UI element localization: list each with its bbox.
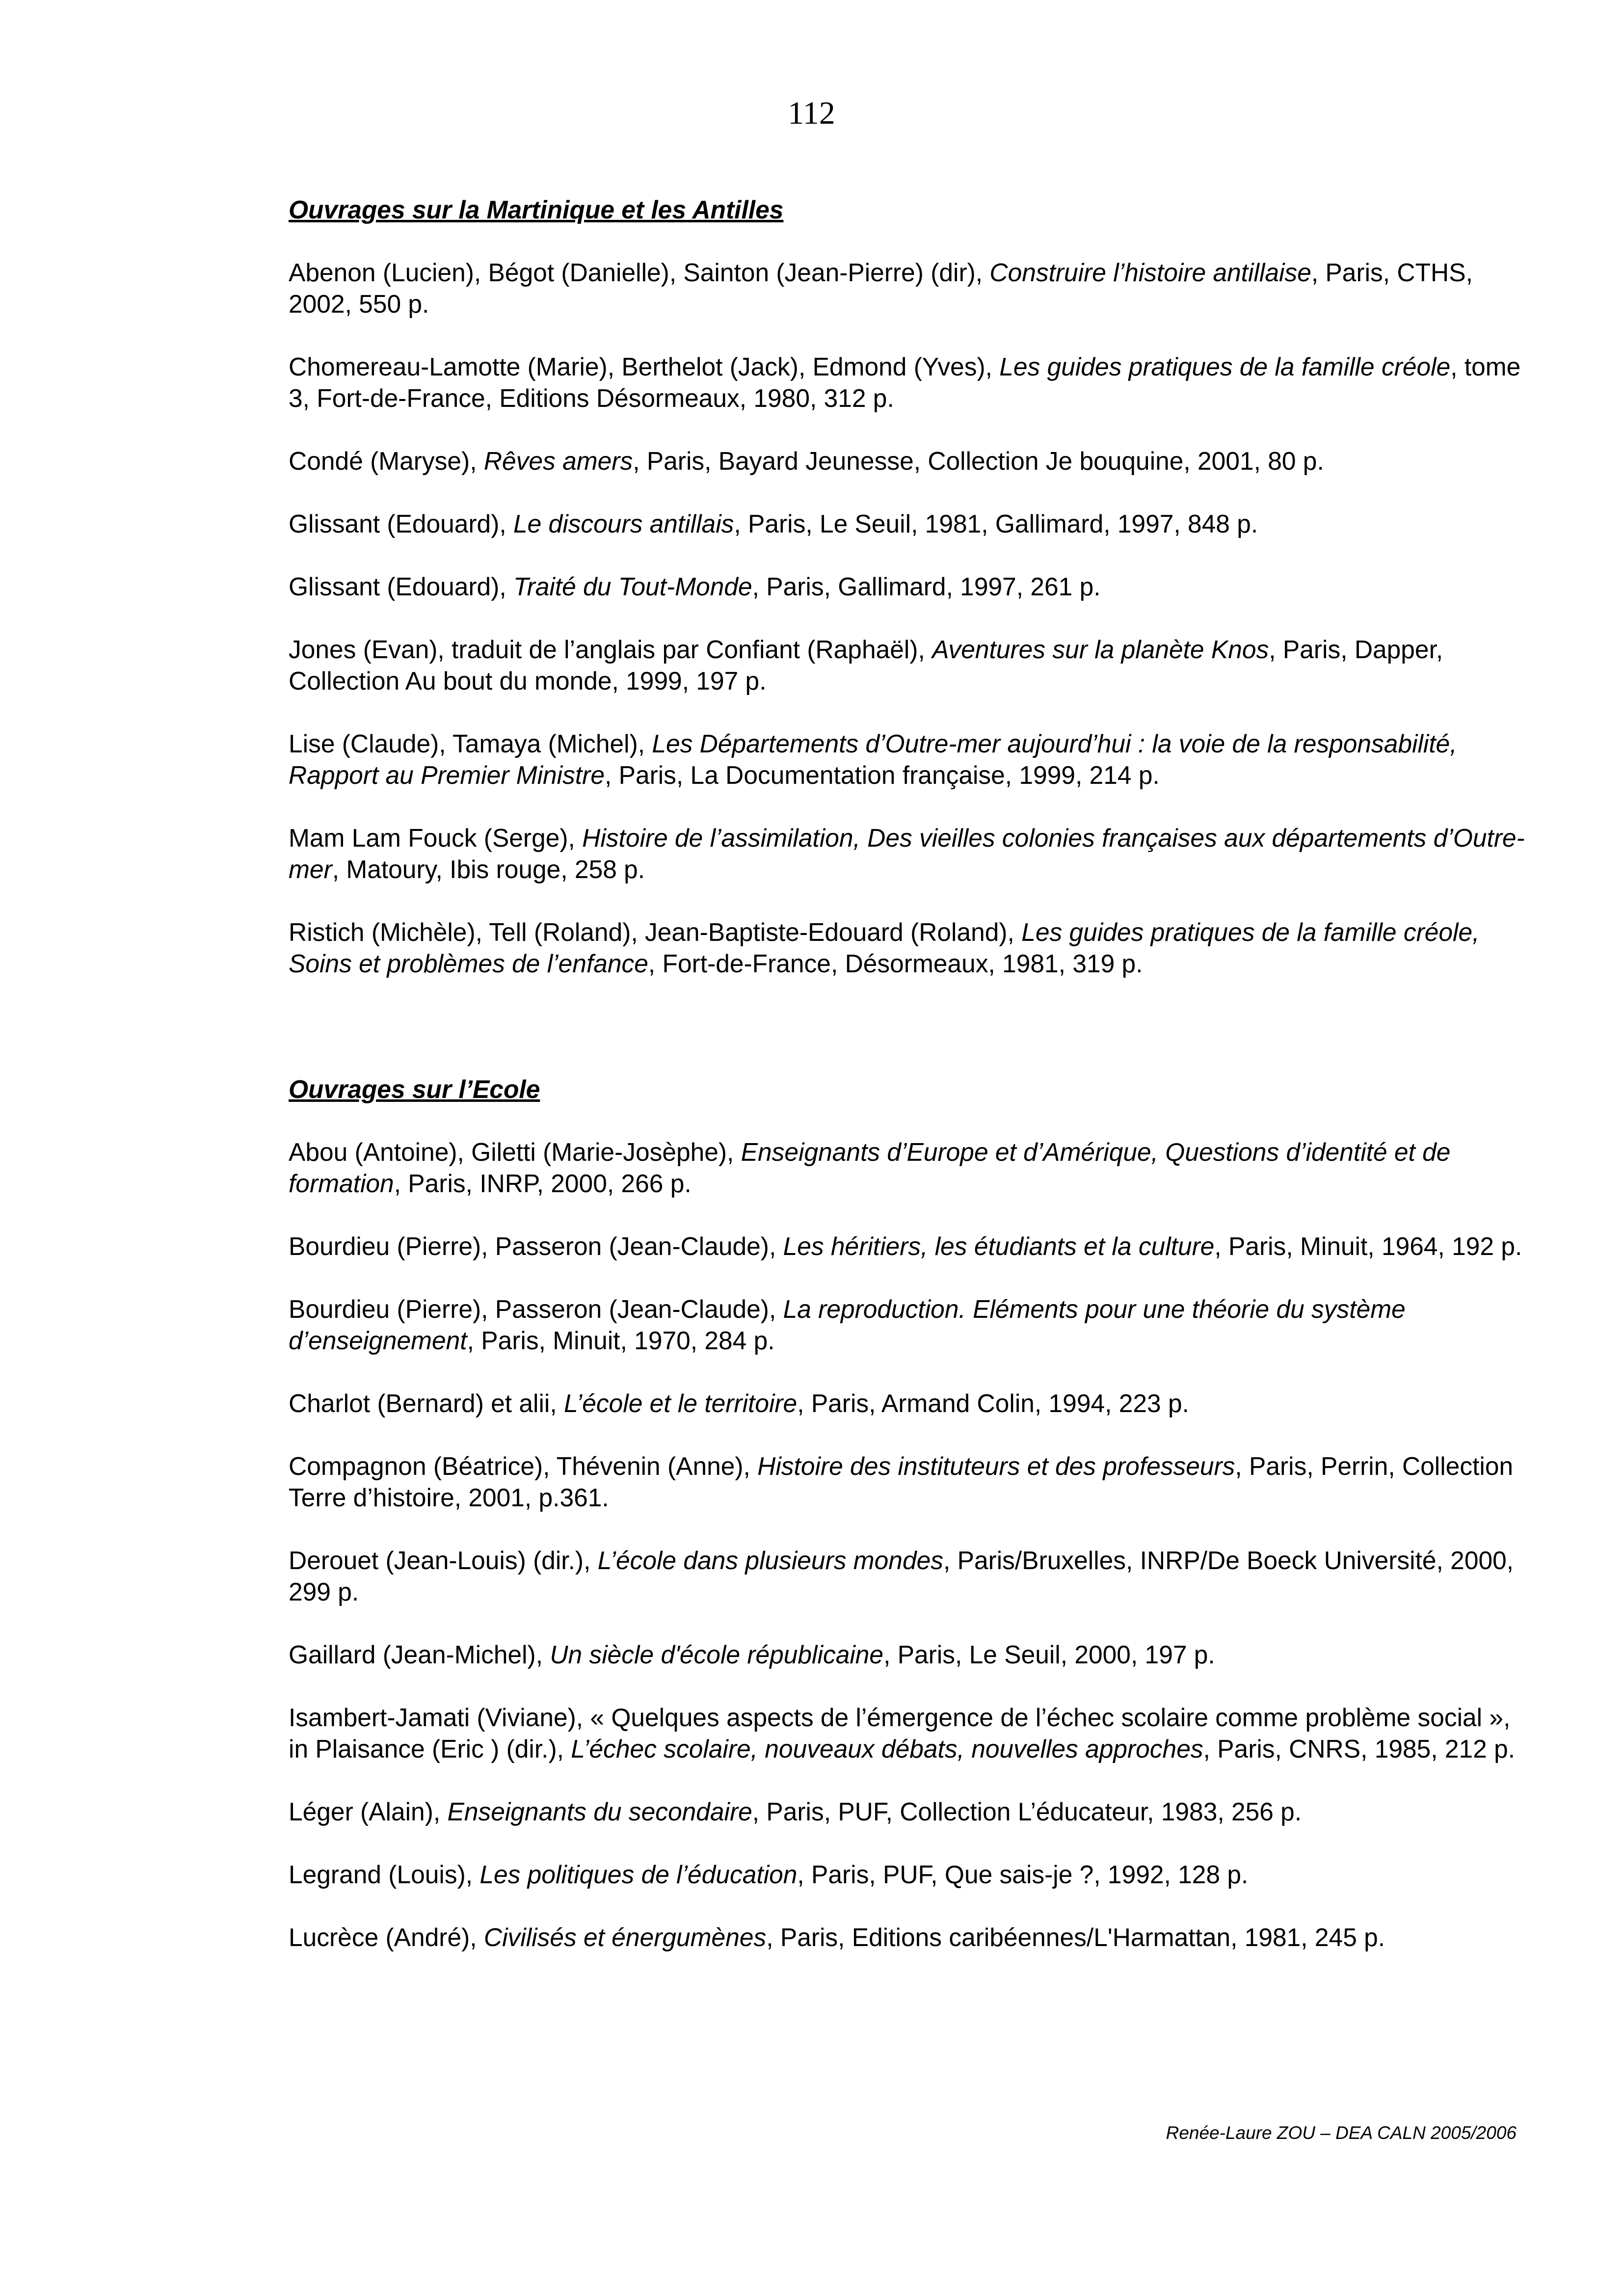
entry-publication: , Paris, CNRS, 1985, 212 p. [1203,1735,1516,1763]
entry-authors: Léger (Alain), [289,1797,448,1826]
entry-title: Traité du Tout-Monde [513,572,752,601]
bibliography-entry [289,257,1525,320]
entry-title: Enseignants du secondaire [447,1797,752,1826]
entry-title: La reproduction. Eléments pour une théorie du système d’enseignement [289,1295,1406,1355]
entry-title: Le discours antillais [513,509,734,538]
bibliography-entry [289,1230,1525,1262]
entry-title: L’échec scolaire, nouveaux débats, nouvelles approches [571,1735,1203,1763]
entry-title: Civilisés et énergumènes [483,1923,767,1951]
section-martinique [289,194,1525,979]
entry-title: Aventures sur la planète Knos [932,635,1269,664]
entry-title: Les guides pratiques de la famille créole [999,352,1451,381]
entry-title: L’école dans plusieurs mondes [597,1546,943,1575]
entry-title: Les héritiers, les étudiants et la culture [783,1232,1215,1260]
entry-list [289,257,1525,979]
entry-authors: Compagnon (Béatrice), Thévenin (Anne), [289,1452,758,1480]
entry-authors: Abenon (Lucien), Bégot (Danielle), Sainton (Jean-Pierre) (dir), [289,258,990,287]
entry-authors: Ristich (Michèle), Tell (Roland), Jean-Baptiste-Edouard (Roland), [289,918,1022,946]
entry-publication: , Paris, Dapper, Collection Au bout du monde, 1999, 197 p. [289,635,1443,695]
bibliography-entry [289,571,1525,602]
entry-authors: Chomereau-Lamotte (Marie), Berthelot (Jack), Edmond (Yves), [289,352,1000,381]
entry-publication: , Paris, Minuit, 1964, 192 p. [1214,1232,1522,1260]
entry-authors: Bourdieu (Pierre), Passeron (Jean-Claude), [289,1232,783,1260]
bibliography-entry [289,822,1525,885]
entry-publication: , Paris, PUF, Que sais-je ?, 1992, 128 p. [797,1860,1249,1889]
entry-publication: , Paris, La Documentation française, 1999, 214 p. [604,761,1160,789]
entry-publication: , Paris, Perrin, Collection Terre d’histoire, 2001, p.361. [289,1452,1514,1512]
section-ecole [289,1073,1525,1953]
bibliography-entry [289,1136,1525,1199]
section-title: Ouvrages sur l’Ecole [289,1075,540,1103]
entry-publication: , Paris, Armand Colin, 1994, 223 p. [797,1389,1189,1417]
entry-authors: Charlot (Bernard) et alii, [289,1389,564,1417]
bibliography-entry [289,1545,1525,1607]
entry-publication: , Fort-de-France, Désormeaux, 1981, 319 p. [648,949,1143,978]
entry-publication: , Paris, INRP, 2000, 266 p. [394,1169,692,1198]
entry-publication: , Paris, Bayard Jeunesse, Collection Je bouquine, 2001, 80 p. [633,447,1324,475]
entry-title: Les Départements d’Outre-mer aujourd’hui : la voie de la responsabilité, Rapport au Premier Ministre [289,729,1457,789]
bibliography-entry [289,1702,1525,1764]
entry-authors: Gaillard (Jean-Michel), [289,1640,550,1669]
entry-publication: , Matoury, Ibis rouge, 258 p. [332,855,645,883]
entry-publication: , tome 3, Fort-de-France, Editions Désormeaux, 1980, 312 p. [289,352,1521,412]
bibliography-entry [289,1859,1525,1890]
page-number: 112 [788,95,835,131]
entry-title: Les guides pratiques de la famille créole, Soins et problèmes de l’enfance [289,918,1480,978]
entry-title: Construire l’histoire antillaise [989,258,1311,287]
footer: Renée-Laure ZOU – DEA CALN 2005/2006 [1166,2123,1517,2143]
bibliography-entry [289,1293,1525,1356]
entry-list [289,1136,1525,1953]
entry-authors: Glissant (Edouard), [289,572,513,601]
entry-title: Histoire des instituteurs et des professeurs [757,1452,1235,1480]
bibliography-entry [289,351,1525,414]
bibliography-entry [289,508,1525,539]
bibliography-entry [289,1388,1525,1419]
entry-publication: , Paris, Le Seuil, 2000, 197 p. [883,1640,1215,1669]
bibliography-entry [289,1639,1525,1670]
entry-title: Un siècle d'école républicaine [550,1640,884,1669]
entry-authors: Jones (Evan), traduit de l’anglais par Confiant (Raphaël), [289,635,932,664]
entry-title: L’école et le territoire [564,1389,798,1417]
entry-title: Enseignants d’Europe et d’Amérique, Questions d’identité et de formation [289,1138,1451,1198]
entry-publication: , Paris, Le Seuil, 1981, Gallimard, 1997, 848 p. [734,509,1258,538]
entry-authors: Isambert-Jamati (Viviane), « Quelques aspects de l’émergence de l’échec scolaire comme problème social », in Plaisance (Eric ) (dir.), [289,1703,1511,1763]
entry-publication: , Paris, CTHS, 2002, 550 p. [289,258,1473,318]
entry-authors: Condé (Maryse), [289,447,484,475]
entry-authors: Glissant (Edouard), [289,509,513,538]
entry-title: Histoire de l’assimilation, Des vieilles colonies françaises aux départements d’Outre-mer [289,824,1525,883]
entry-authors: Bourdieu (Pierre), Passeron (Jean-Claude), [289,1295,783,1323]
bibliography-entry [289,1450,1525,1513]
bibliography-entry [289,1922,1525,1953]
entry-authors: Derouet (Jean-Louis) (dir.), [289,1546,598,1575]
entry-title: Les politiques de l’éducation [479,1860,798,1889]
bibliography [289,194,1525,1984]
entry-publication: , Paris, PUF, Collection L’éducateur, 1983, 256 p. [752,1797,1302,1826]
entry-authors: Lucrèce (André), [289,1923,484,1951]
entry-publication: , Paris/Bruxelles, INRP/De Boeck Université, 2000, 299 p. [289,1546,1514,1606]
entry-publication: , Paris, Minuit, 1970, 284 p. [467,1326,775,1355]
bibliography-entry [289,728,1525,791]
entry-authors: Lise (Claude), Tamaya (Michel), [289,729,652,758]
bibliography-entry [289,916,1525,979]
entry-authors: Mam Lam Fouck (Serge), [289,824,583,852]
section-spacer [289,1011,1525,1073]
entry-authors: Abou (Antoine), Giletti (Marie-Josèphe), [289,1138,741,1166]
entry-authors: Legrand (Louis), [289,1860,480,1889]
bibliography-entry [289,445,1525,477]
bibliography-entry [289,634,1525,696]
section-title: Ouvrages sur la Martinique et les Antilles [289,195,784,224]
entry-title: Rêves amers [483,447,633,475]
entry-publication: , Paris, Editions caribéennes/L'Harmattan, 1981, 245 p. [766,1923,1385,1951]
bibliography-entry [289,1796,1525,1827]
entry-publication: , Paris, Gallimard, 1997, 261 p. [752,572,1101,601]
